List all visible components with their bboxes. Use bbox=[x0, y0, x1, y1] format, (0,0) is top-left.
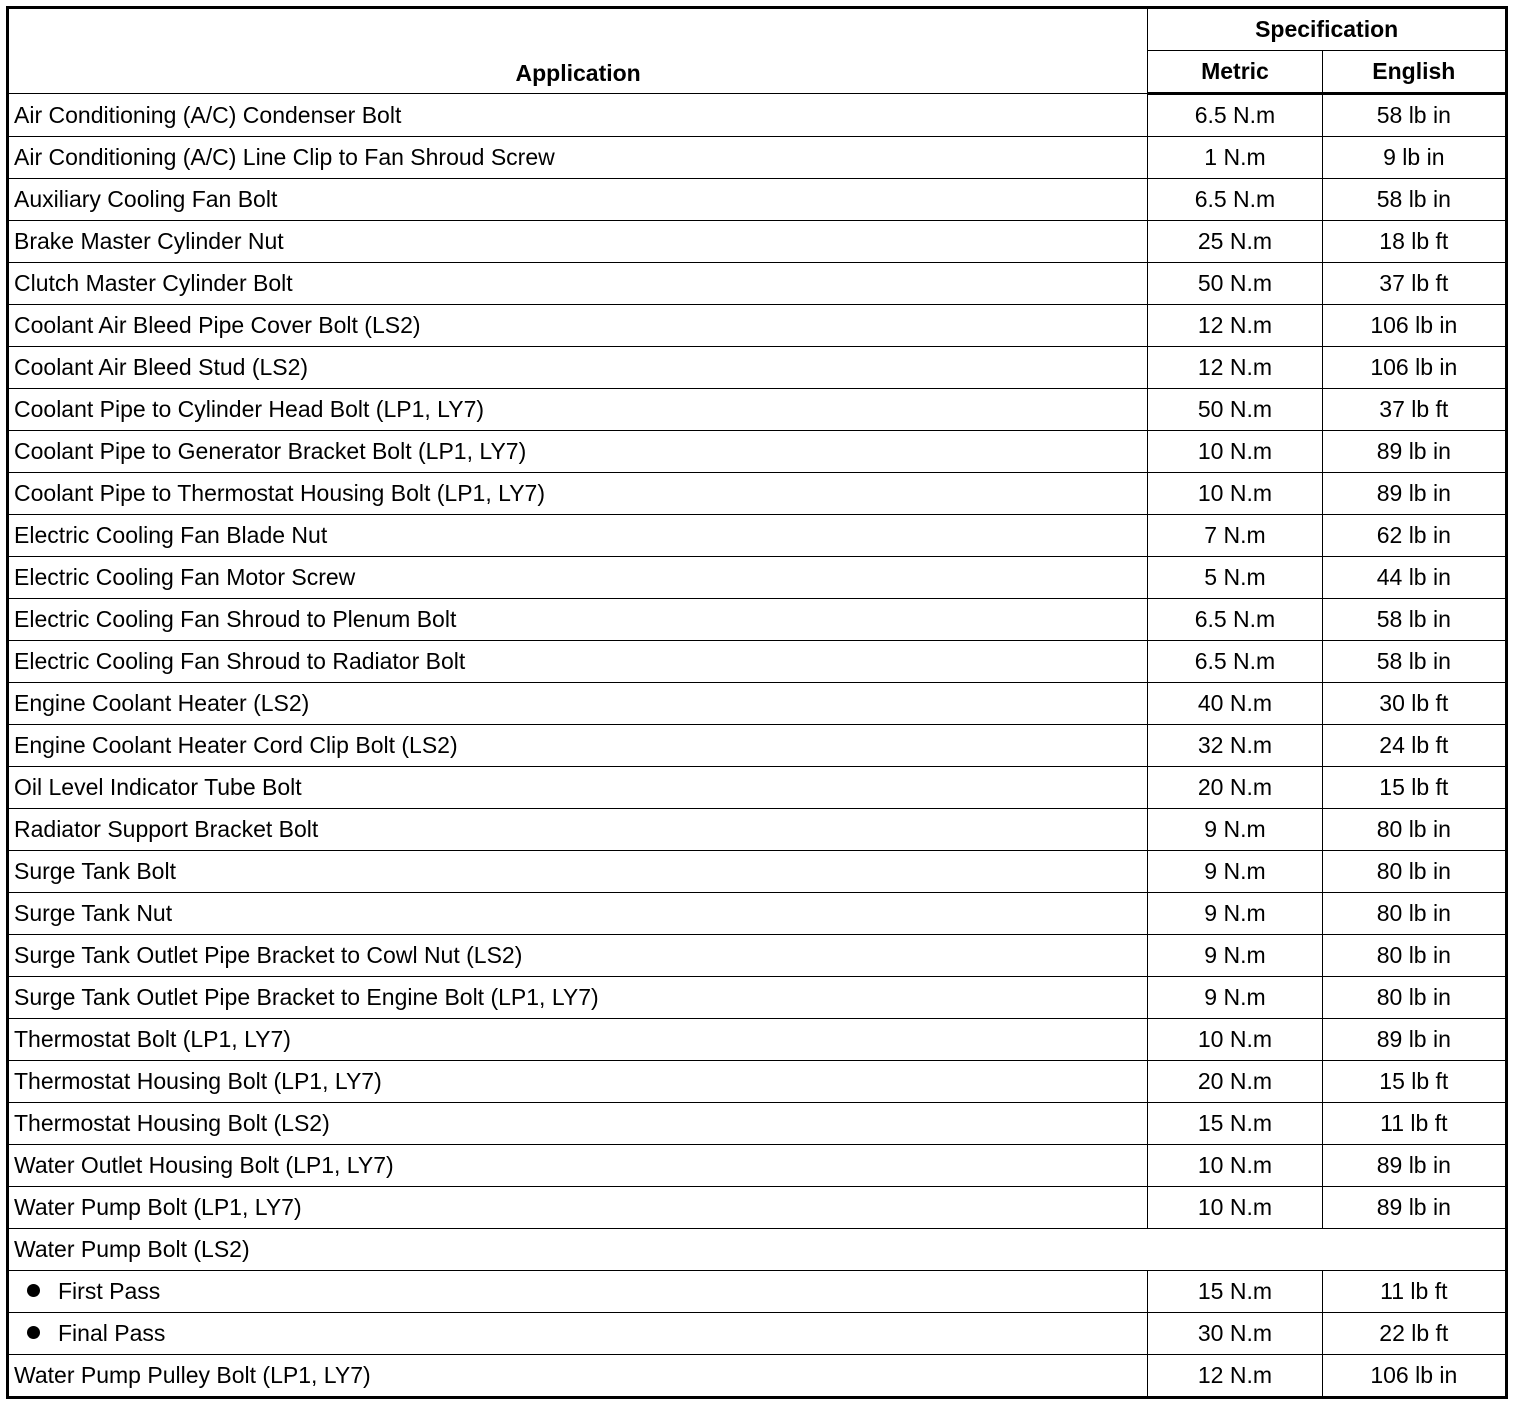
metric-cell-text: 25 N.m bbox=[1197, 228, 1273, 254]
application-cell bbox=[8, 1019, 1148, 1061]
bullet-icon bbox=[27, 1284, 40, 1297]
application-cell-text: Coolant Air Bleed Pipe Cover Bolt (LS2) bbox=[14, 312, 421, 338]
application-cell-text: Electric Cooling Fan Shroud to Radiator Bolt bbox=[14, 648, 466, 674]
metric-cell-text: 6.5 N.m bbox=[1194, 102, 1276, 128]
application-cell bbox=[8, 935, 1148, 977]
english-cell-text: 58 lb in bbox=[1376, 102, 1451, 128]
application-cell-text: Electric Cooling Fan Motor Screw bbox=[14, 564, 356, 590]
english-cell bbox=[1322, 94, 1506, 137]
metric-cell bbox=[1148, 1355, 1322, 1398]
english-cell-text: 22 lb ft bbox=[1379, 1320, 1449, 1346]
table-row bbox=[8, 1019, 1507, 1061]
application-cell-text: Brake Master Cylinder Nut bbox=[14, 228, 284, 254]
application-cell-text: Auxiliary Cooling Fan Bolt bbox=[14, 186, 278, 212]
english-cell bbox=[1322, 1313, 1506, 1355]
application-cell-text: Thermostat Housing Bolt (LP1, LY7) bbox=[14, 1068, 382, 1094]
english-cell-text: 106 lb in bbox=[1370, 1362, 1458, 1388]
metric-cell bbox=[1148, 221, 1322, 263]
metric-cell-text: 10 N.m bbox=[1197, 480, 1273, 506]
english-cell-text: 80 lb in bbox=[1376, 816, 1451, 842]
table-row bbox=[8, 305, 1507, 347]
english-cell bbox=[1322, 809, 1506, 851]
english-cell-text: 37 lb ft bbox=[1379, 396, 1449, 422]
metric-cell-text: 7 N.m bbox=[1204, 522, 1266, 548]
application-cell bbox=[8, 1103, 1148, 1145]
english-cell bbox=[1322, 599, 1506, 641]
application-cell-text: Electric Cooling Fan Shroud to Plenum Bolt bbox=[14, 606, 457, 632]
table-row-subitem bbox=[8, 1271, 1507, 1313]
metric-cell-text: 9 N.m bbox=[1204, 942, 1266, 968]
header-specification bbox=[1148, 8, 1507, 51]
metric-cell bbox=[1148, 977, 1322, 1019]
english-cell-text: 30 lb ft bbox=[1379, 690, 1449, 716]
table-row bbox=[8, 431, 1507, 473]
application-cell bbox=[8, 599, 1148, 641]
metric-cell bbox=[1148, 473, 1322, 515]
metric-cell bbox=[1148, 305, 1322, 347]
table-row bbox=[8, 263, 1507, 305]
application-cell-text: Coolant Pipe to Generator Bracket Bolt (LP1, LY7) bbox=[14, 438, 527, 464]
metric-cell bbox=[1148, 599, 1322, 641]
metric-cell-text: 9 N.m bbox=[1204, 900, 1266, 926]
english-cell-text: 80 lb in bbox=[1376, 858, 1451, 884]
english-cell bbox=[1322, 1061, 1506, 1103]
english-cell bbox=[1322, 1355, 1506, 1398]
table-row bbox=[8, 725, 1507, 767]
application-cell bbox=[8, 1355, 1148, 1398]
english-cell-text: 89 lb in bbox=[1376, 1194, 1451, 1220]
metric-cell bbox=[1148, 1187, 1322, 1229]
application-cell-text: Water Pump Bolt (LP1, LY7) bbox=[14, 1194, 302, 1220]
english-cell-text: 58 lb in bbox=[1376, 606, 1451, 632]
application-cell bbox=[8, 137, 1148, 179]
header-metric bbox=[1148, 51, 1322, 94]
metric-cell-text: 15 N.m bbox=[1197, 1110, 1273, 1136]
english-cell-text: 58 lb in bbox=[1376, 648, 1451, 674]
application-cell-text: Water Outlet Housing Bolt (LP1, LY7) bbox=[14, 1152, 394, 1178]
english-cell-text: 11 lb ft bbox=[1380, 1110, 1448, 1136]
application-cell bbox=[8, 977, 1148, 1019]
application-cell bbox=[8, 641, 1148, 683]
english-cell bbox=[1322, 557, 1506, 599]
application-cell-text: Thermostat Bolt (LP1, LY7) bbox=[14, 1026, 291, 1052]
application-cell bbox=[8, 389, 1148, 431]
table-row bbox=[8, 94, 1507, 137]
group-application-cell-text: Water Pump Bolt (LS2) bbox=[14, 1236, 250, 1262]
application-cell-text: Radiator Support Bracket Bolt bbox=[14, 816, 319, 842]
metric-cell-text: 9 N.m bbox=[1204, 816, 1266, 842]
english-cell-text: 44 lb in bbox=[1376, 564, 1451, 590]
english-cell bbox=[1322, 347, 1506, 389]
english-cell bbox=[1322, 473, 1506, 515]
application-cell-text: Water Pump Pulley Bolt (LP1, LY7) bbox=[14, 1362, 371, 1388]
english-cell bbox=[1322, 725, 1506, 767]
metric-cell-text: 9 N.m bbox=[1204, 858, 1266, 884]
english-cell-text: 58 lb in bbox=[1376, 186, 1451, 212]
subitem-application-cell bbox=[8, 1313, 1148, 1355]
table-row bbox=[8, 893, 1507, 935]
metric-cell bbox=[1148, 1061, 1322, 1103]
english-cell-text: 106 lb in bbox=[1370, 354, 1458, 380]
application-cell bbox=[8, 221, 1148, 263]
application-cell-text: Coolant Pipe to Thermostat Housing Bolt (LP1, LY7) bbox=[14, 480, 545, 506]
bullet-icon bbox=[27, 1326, 40, 1339]
english-cell-text: 89 lb in bbox=[1376, 1152, 1451, 1178]
header-metric-label: Metric bbox=[1201, 58, 1269, 84]
english-cell bbox=[1322, 431, 1506, 473]
application-cell bbox=[8, 557, 1148, 599]
table-row bbox=[8, 1355, 1507, 1398]
torque-spec-table bbox=[6, 6, 1508, 1399]
english-cell-text: 89 lb in bbox=[1376, 480, 1451, 506]
metric-cell bbox=[1148, 515, 1322, 557]
metric-cell bbox=[1148, 641, 1322, 683]
application-cell bbox=[8, 263, 1148, 305]
application-cell-text: Surge Tank Outlet Pipe Bracket to Engine Bolt (LP1, LY7) bbox=[14, 984, 599, 1010]
english-cell bbox=[1322, 1145, 1506, 1187]
english-cell-text: 37 lb ft bbox=[1379, 270, 1449, 296]
application-cell bbox=[8, 179, 1148, 221]
table-row bbox=[8, 1061, 1507, 1103]
metric-cell-text: 10 N.m bbox=[1197, 1194, 1273, 1220]
metric-cell bbox=[1148, 935, 1322, 977]
table-row bbox=[8, 473, 1507, 515]
english-cell bbox=[1322, 1103, 1506, 1145]
table-row bbox=[8, 179, 1507, 221]
english-cell bbox=[1322, 977, 1506, 1019]
subitem-application-text: First Pass bbox=[58, 1278, 161, 1304]
metric-cell bbox=[1148, 683, 1322, 725]
table-body bbox=[8, 94, 1507, 1398]
english-cell-text: 80 lb in bbox=[1376, 900, 1451, 926]
application-cell-text: Engine Coolant Heater Cord Clip Bolt (LS2) bbox=[14, 732, 458, 758]
application-cell-text: Thermostat Housing Bolt (LS2) bbox=[14, 1110, 330, 1136]
application-cell bbox=[8, 94, 1148, 137]
english-cell-text: 89 lb in bbox=[1376, 1026, 1451, 1052]
english-cell-text: 24 lb ft bbox=[1379, 732, 1449, 758]
application-cell bbox=[8, 347, 1148, 389]
metric-cell-text: 15 N.m bbox=[1197, 1278, 1273, 1304]
english-cell bbox=[1322, 767, 1506, 809]
header-application-label: Application bbox=[515, 60, 641, 86]
metric-cell bbox=[1148, 137, 1322, 179]
application-cell bbox=[8, 1145, 1148, 1187]
english-cell-text: 15 lb ft bbox=[1379, 774, 1449, 800]
english-cell-text: 15 lb ft bbox=[1379, 1068, 1449, 1094]
table-row bbox=[8, 851, 1507, 893]
application-cell bbox=[8, 431, 1148, 473]
metric-cell-text: 20 N.m bbox=[1197, 1068, 1273, 1094]
metric-cell bbox=[1148, 431, 1322, 473]
english-cell-text: 62 lb in bbox=[1376, 522, 1451, 548]
metric-cell bbox=[1148, 347, 1322, 389]
application-cell-text: Electric Cooling Fan Blade Nut bbox=[14, 522, 328, 548]
application-cell bbox=[8, 851, 1148, 893]
metric-cell bbox=[1148, 1103, 1322, 1145]
table-row bbox=[8, 599, 1507, 641]
metric-cell-text: 50 N.m bbox=[1197, 270, 1273, 296]
metric-cell-text: 5 N.m bbox=[1204, 564, 1266, 590]
metric-cell-text: 10 N.m bbox=[1197, 1026, 1273, 1052]
table-row bbox=[8, 557, 1507, 599]
english-cell bbox=[1322, 641, 1506, 683]
english-cell-text: 80 lb in bbox=[1376, 942, 1451, 968]
metric-cell bbox=[1148, 809, 1322, 851]
metric-cell bbox=[1148, 767, 1322, 809]
english-cell bbox=[1322, 179, 1506, 221]
metric-cell-text: 1 N.m bbox=[1204, 144, 1266, 170]
table-row bbox=[8, 767, 1507, 809]
english-cell bbox=[1322, 515, 1506, 557]
metric-cell bbox=[1148, 725, 1322, 767]
metric-cell-text: 6.5 N.m bbox=[1194, 606, 1276, 632]
application-cell-text: Clutch Master Cylinder Bolt bbox=[14, 270, 293, 296]
english-cell bbox=[1322, 683, 1506, 725]
english-cell-text: 106 lb in bbox=[1370, 312, 1458, 338]
table-row bbox=[8, 221, 1507, 263]
table-row bbox=[8, 347, 1507, 389]
metric-cell-text: 6.5 N.m bbox=[1194, 186, 1276, 212]
metric-cell bbox=[1148, 263, 1322, 305]
table-row bbox=[8, 683, 1507, 725]
english-cell-text: 89 lb in bbox=[1376, 438, 1451, 464]
english-cell-text: 18 lb ft bbox=[1379, 228, 1449, 254]
table-row bbox=[8, 1187, 1507, 1229]
application-cell bbox=[8, 725, 1148, 767]
subitem-application-text: Final Pass bbox=[58, 1320, 166, 1346]
english-cell-text: 80 lb in bbox=[1376, 984, 1451, 1010]
metric-cell bbox=[1148, 557, 1322, 599]
application-cell-text: Air Conditioning (A/C) Line Clip to Fan Shroud Screw bbox=[14, 144, 555, 170]
metric-cell-text: 12 N.m bbox=[1197, 312, 1273, 338]
metric-cell bbox=[1148, 179, 1322, 221]
table-row bbox=[8, 977, 1507, 1019]
english-cell bbox=[1322, 1271, 1506, 1313]
english-cell bbox=[1322, 1019, 1506, 1061]
metric-cell-text: 9 N.m bbox=[1204, 984, 1266, 1010]
application-cell-text: Surge Tank Nut bbox=[14, 900, 173, 926]
header-application bbox=[8, 8, 1148, 94]
table-row bbox=[8, 389, 1507, 431]
table-row bbox=[8, 1145, 1507, 1187]
application-cell bbox=[8, 1187, 1148, 1229]
table-row bbox=[8, 809, 1507, 851]
application-cell-text: Coolant Pipe to Cylinder Head Bolt (LP1, LY7) bbox=[14, 396, 485, 422]
metric-cell bbox=[1148, 1313, 1322, 1355]
metric-cell bbox=[1148, 1145, 1322, 1187]
metric-cell bbox=[1148, 94, 1322, 137]
english-cell bbox=[1322, 389, 1506, 431]
table-row bbox=[8, 515, 1507, 557]
application-cell bbox=[8, 809, 1148, 851]
metric-cell-text: 40 N.m bbox=[1197, 690, 1273, 716]
header-specification-label: Specification bbox=[1255, 16, 1399, 42]
metric-cell bbox=[1148, 893, 1322, 935]
metric-cell-text: 6.5 N.m bbox=[1194, 648, 1276, 674]
metric-cell bbox=[1148, 389, 1322, 431]
metric-cell-text: 12 N.m bbox=[1197, 354, 1273, 380]
metric-cell-text: 50 N.m bbox=[1197, 396, 1273, 422]
english-cell bbox=[1322, 851, 1506, 893]
application-cell-text: Surge Tank Outlet Pipe Bracket to Cowl Nut (LS2) bbox=[14, 942, 523, 968]
english-cell bbox=[1322, 305, 1506, 347]
metric-cell-text: 20 N.m bbox=[1197, 774, 1273, 800]
metric-cell-text: 32 N.m bbox=[1197, 732, 1273, 758]
application-cell-text: Oil Level Indicator Tube Bolt bbox=[14, 774, 302, 800]
subitem-application-cell bbox=[8, 1271, 1148, 1313]
metric-cell bbox=[1148, 851, 1322, 893]
application-cell bbox=[8, 683, 1148, 725]
application-cell bbox=[8, 515, 1148, 557]
metric-cell bbox=[1148, 1019, 1322, 1061]
english-cell bbox=[1322, 137, 1506, 179]
table-row-group bbox=[8, 1229, 1507, 1271]
table-row bbox=[8, 1103, 1507, 1145]
table-row bbox=[8, 935, 1507, 977]
metric-cell-text: 10 N.m bbox=[1197, 1152, 1273, 1178]
application-cell-text: Coolant Air Bleed Stud (LS2) bbox=[14, 354, 309, 380]
english-cell bbox=[1322, 1187, 1506, 1229]
table-header bbox=[8, 8, 1507, 94]
metric-cell bbox=[1148, 1271, 1322, 1313]
english-cell-text: 9 lb in bbox=[1383, 144, 1445, 170]
header-english-label: English bbox=[1372, 58, 1456, 84]
header-english bbox=[1322, 51, 1506, 94]
english-cell bbox=[1322, 935, 1506, 977]
application-cell bbox=[8, 1061, 1148, 1103]
english-cell-text: 11 lb ft bbox=[1380, 1278, 1448, 1304]
application-cell-text: Engine Coolant Heater (LS2) bbox=[14, 690, 310, 716]
metric-cell-text: 30 N.m bbox=[1197, 1320, 1273, 1346]
application-cell bbox=[8, 473, 1148, 515]
application-cell-text: Surge Tank Bolt bbox=[14, 858, 176, 884]
english-cell bbox=[1322, 263, 1506, 305]
english-cell bbox=[1322, 221, 1506, 263]
metric-cell-text: 12 N.m bbox=[1197, 1362, 1273, 1388]
english-cell bbox=[1322, 893, 1506, 935]
table-row-subitem bbox=[8, 1313, 1507, 1355]
group-application-cell bbox=[8, 1229, 1507, 1271]
metric-cell-text: 10 N.m bbox=[1197, 438, 1273, 464]
application-cell bbox=[8, 767, 1148, 809]
application-cell-text: Air Conditioning (A/C) Condenser Bolt bbox=[14, 101, 402, 128]
application-cell bbox=[8, 893, 1148, 935]
application-cell bbox=[8, 305, 1148, 347]
table-row bbox=[8, 137, 1507, 179]
table-row bbox=[8, 641, 1507, 683]
